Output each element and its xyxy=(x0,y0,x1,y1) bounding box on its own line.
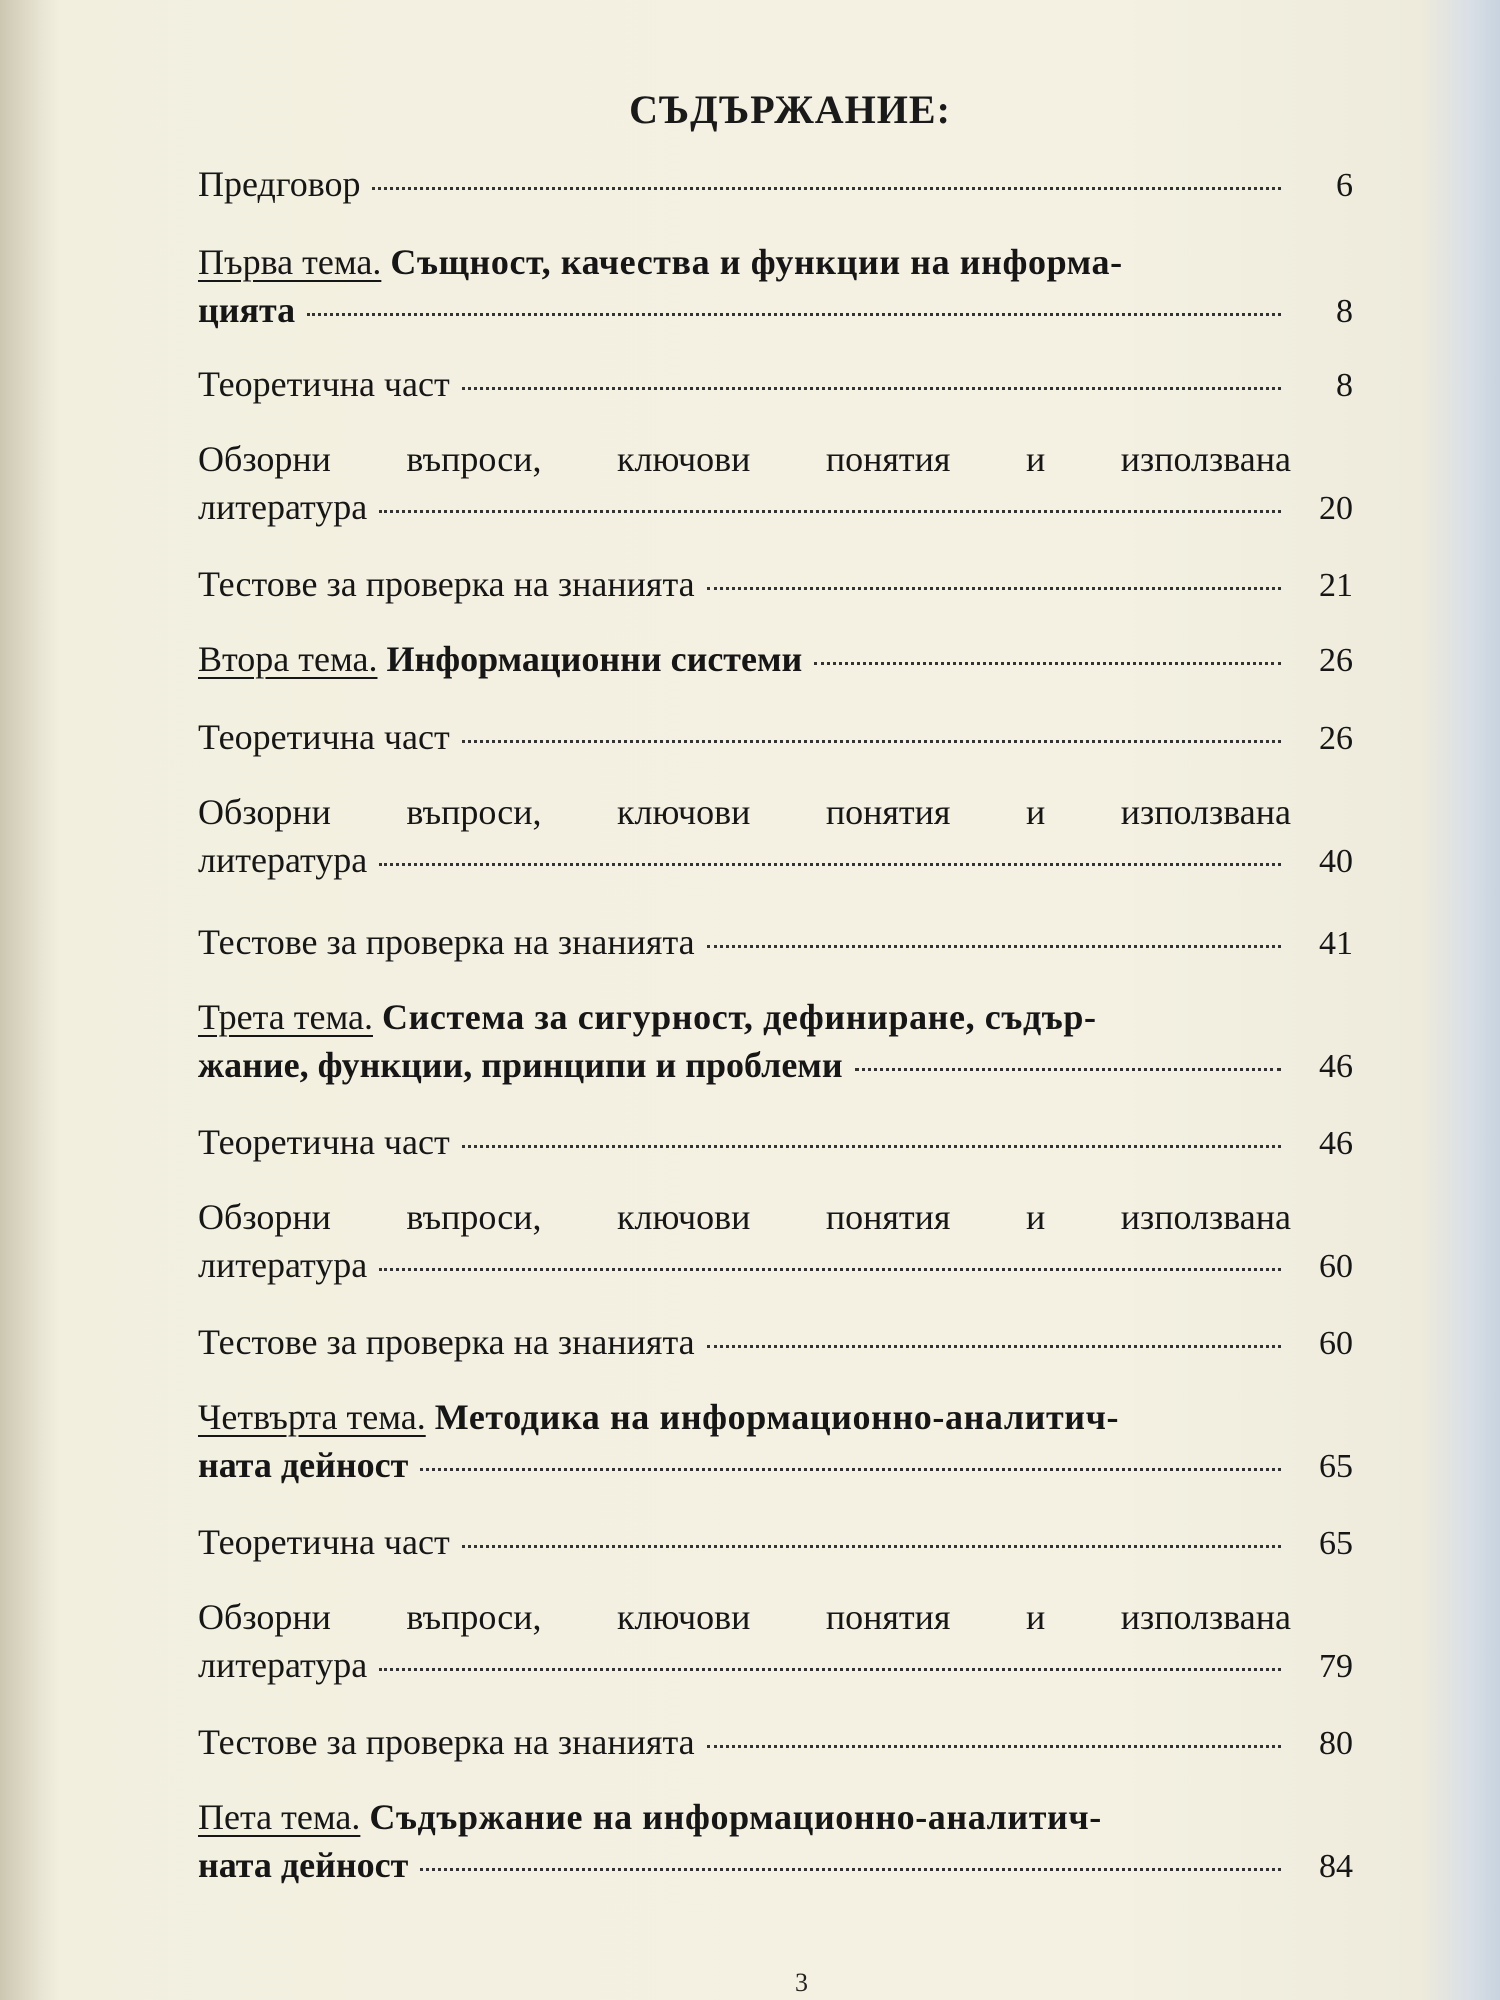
entry-word: и xyxy=(1026,439,1046,479)
toc-line-last xyxy=(198,1518,1353,1566)
entry-word: понятия xyxy=(825,1597,951,1637)
toc-entry xyxy=(198,238,1353,334)
topic-number: Първа тема. xyxy=(198,242,382,282)
entry-word: въпроси, xyxy=(406,792,542,832)
toc-line-last xyxy=(198,713,1353,761)
topic-title: Информационни системи xyxy=(386,639,803,679)
entry-text: Теоретична част xyxy=(198,364,450,404)
toc-line-last xyxy=(198,360,1353,408)
entry-word: понятия xyxy=(825,792,951,832)
entry-text: Тестове за проверка на знанията xyxy=(198,564,695,604)
topic-title: Съдържание на информационно-аналитич- xyxy=(369,1797,1102,1837)
page-folio: 3 xyxy=(795,1968,808,1997)
page-number: 65 xyxy=(1319,1448,1353,1485)
dot-leader xyxy=(420,1868,1281,1871)
toc-entry xyxy=(198,1393,1353,1489)
toc-line-last xyxy=(198,1041,1353,1089)
page-number: 46 xyxy=(1319,1125,1353,1162)
toc-line-last xyxy=(198,635,1353,683)
entry-word: ключови xyxy=(616,1597,751,1637)
entry-word: понятия xyxy=(825,439,951,479)
toc-line-last xyxy=(198,1241,1353,1289)
toc-line xyxy=(198,435,1353,483)
toc-line xyxy=(198,1793,1353,1841)
entry-word: ключови xyxy=(616,1197,751,1237)
entry-word: понятия xyxy=(825,1197,951,1237)
toc-entry xyxy=(198,160,1353,208)
toc-entry xyxy=(198,1118,1353,1166)
toc-entry xyxy=(198,1318,1353,1366)
entry-word: ключови xyxy=(616,439,751,479)
dot-leader xyxy=(707,1745,1281,1748)
toc-entry xyxy=(198,1193,1353,1289)
topic-title: Система за сигурност, дефиниране, съдър- xyxy=(381,997,1097,1037)
topic-number: Трета тема. xyxy=(198,997,373,1037)
entry-word: и xyxy=(1026,1597,1046,1637)
toc-entry xyxy=(198,1793,1353,1889)
entry-text: Теоретична част xyxy=(198,1122,450,1162)
dot-leader xyxy=(462,740,1281,743)
topic-number: Четвърта тема. xyxy=(198,1397,426,1437)
page-number: 60 xyxy=(1319,1248,1353,1285)
dot-leader xyxy=(372,187,1281,190)
page-number: 40 xyxy=(1319,843,1353,880)
topic-number: Пета тема. xyxy=(198,1797,361,1837)
dot-leader xyxy=(307,313,1281,316)
page-number: 21 xyxy=(1319,567,1353,604)
entry-word: Обзорни xyxy=(198,792,331,832)
entry-text: Теоретична част xyxy=(198,717,450,757)
entry-word: въпроси, xyxy=(406,439,542,479)
toc-entry xyxy=(198,635,1353,683)
spine-shadow xyxy=(0,0,60,2000)
page-number: 60 xyxy=(1319,1325,1353,1362)
page-number: 80 xyxy=(1319,1725,1353,1762)
page-number: 26 xyxy=(1319,642,1353,679)
dot-leader xyxy=(855,1068,1281,1071)
toc-entry xyxy=(198,788,1353,884)
toc-entry xyxy=(198,918,1353,966)
toc-line-last xyxy=(198,918,1353,966)
toc-entry xyxy=(198,713,1353,761)
entry-word: въпроси, xyxy=(406,1597,542,1637)
toc-line xyxy=(198,238,1353,286)
entry-text: Теоретична част xyxy=(198,1522,450,1562)
entry-text: литература xyxy=(198,1245,368,1285)
toc-line-last xyxy=(198,1441,1353,1489)
toc-entry xyxy=(198,1518,1353,1566)
page-number: 84 xyxy=(1319,1848,1353,1885)
page-number: 41 xyxy=(1319,925,1353,962)
toc-line xyxy=(198,1393,1353,1441)
toc-entry xyxy=(198,1718,1353,1766)
page-number: 79 xyxy=(1319,1648,1353,1685)
dot-leader xyxy=(379,1668,1281,1671)
toc-entry xyxy=(198,993,1353,1089)
toc-entry xyxy=(198,435,1353,531)
topic-title: Методика на информационно-аналитич- xyxy=(434,1397,1120,1437)
entry-text: литература xyxy=(198,487,368,527)
topic-title: ната дейност xyxy=(198,1445,409,1485)
toc-entry xyxy=(198,1593,1353,1689)
toc-line-last xyxy=(198,1718,1353,1766)
page-number: 8 xyxy=(1336,367,1353,404)
toc-line xyxy=(198,788,1353,836)
dot-leader xyxy=(379,863,1281,866)
topic-title: ната дейност xyxy=(198,1845,409,1885)
dot-leader xyxy=(379,510,1281,513)
dot-leader xyxy=(462,387,1281,390)
page-title: СЪДЪРЖАНИЕ: xyxy=(629,87,951,132)
entry-word: използвана xyxy=(1120,792,1291,832)
entry-word: Обзорни xyxy=(198,1597,331,1637)
topic-title: жание, функции, принципи и проблеми xyxy=(198,1045,843,1085)
entry-word: използвана xyxy=(1120,1197,1291,1237)
page-number: 6 xyxy=(1336,167,1353,204)
toc-line-last xyxy=(198,1641,1353,1689)
dot-leader xyxy=(814,662,1281,665)
entry-word: и xyxy=(1026,792,1046,832)
page-number: 65 xyxy=(1319,1525,1353,1562)
toc-entry xyxy=(198,360,1353,408)
toc-entry xyxy=(198,560,1353,608)
toc-line-last xyxy=(198,1841,1353,1889)
entry-word: използвана xyxy=(1120,1597,1291,1637)
toc-line-last xyxy=(198,286,1353,334)
toc-line-last xyxy=(198,1118,1353,1166)
entry-text: Тестове за проверка на знанията xyxy=(198,922,695,962)
entry-text xyxy=(198,435,1291,483)
entry-text: Тестове за проверка на знанията xyxy=(198,1722,695,1762)
toc-line-last xyxy=(198,836,1353,884)
toc-line-last xyxy=(198,160,1353,208)
entry-word: Обзорни xyxy=(198,439,331,479)
dot-leader xyxy=(707,587,1281,590)
entry-word: използвана xyxy=(1120,439,1291,479)
dot-leader xyxy=(707,1345,1281,1348)
entry-word: Обзорни xyxy=(198,1197,331,1237)
dot-leader xyxy=(462,1545,1281,1548)
entry-text xyxy=(198,788,1291,836)
entry-text: Тестове за проверка на знанията xyxy=(198,1322,695,1362)
toc-line xyxy=(198,1593,1353,1641)
entry-word: и xyxy=(1026,1197,1046,1237)
dot-leader xyxy=(420,1468,1281,1471)
toc-line-last xyxy=(198,560,1353,608)
page-number: 8 xyxy=(1336,293,1353,330)
entry-text: литература xyxy=(198,840,368,880)
topic-title: цията xyxy=(198,290,296,330)
entry-text xyxy=(198,1193,1291,1241)
topic-title: Същност, качества и функции на информа- xyxy=(390,242,1123,282)
entry-text xyxy=(198,1593,1291,1641)
dot-leader xyxy=(707,945,1281,948)
entry-text: литература xyxy=(198,1645,368,1685)
entry-word: ключови xyxy=(616,792,751,832)
dot-leader xyxy=(379,1268,1281,1271)
toc-line-last xyxy=(198,1318,1353,1366)
toc-line-last xyxy=(198,483,1353,531)
toc-line xyxy=(198,1193,1353,1241)
page-number: 46 xyxy=(1319,1048,1353,1085)
dot-leader xyxy=(462,1145,1281,1148)
page-number: 26 xyxy=(1319,720,1353,757)
topic-number: Втора тема. xyxy=(198,639,378,679)
entry-text: Предговор xyxy=(198,164,361,204)
page-number: 20 xyxy=(1319,490,1353,527)
toc-line xyxy=(198,993,1353,1041)
entry-word: въпроси, xyxy=(406,1197,542,1237)
